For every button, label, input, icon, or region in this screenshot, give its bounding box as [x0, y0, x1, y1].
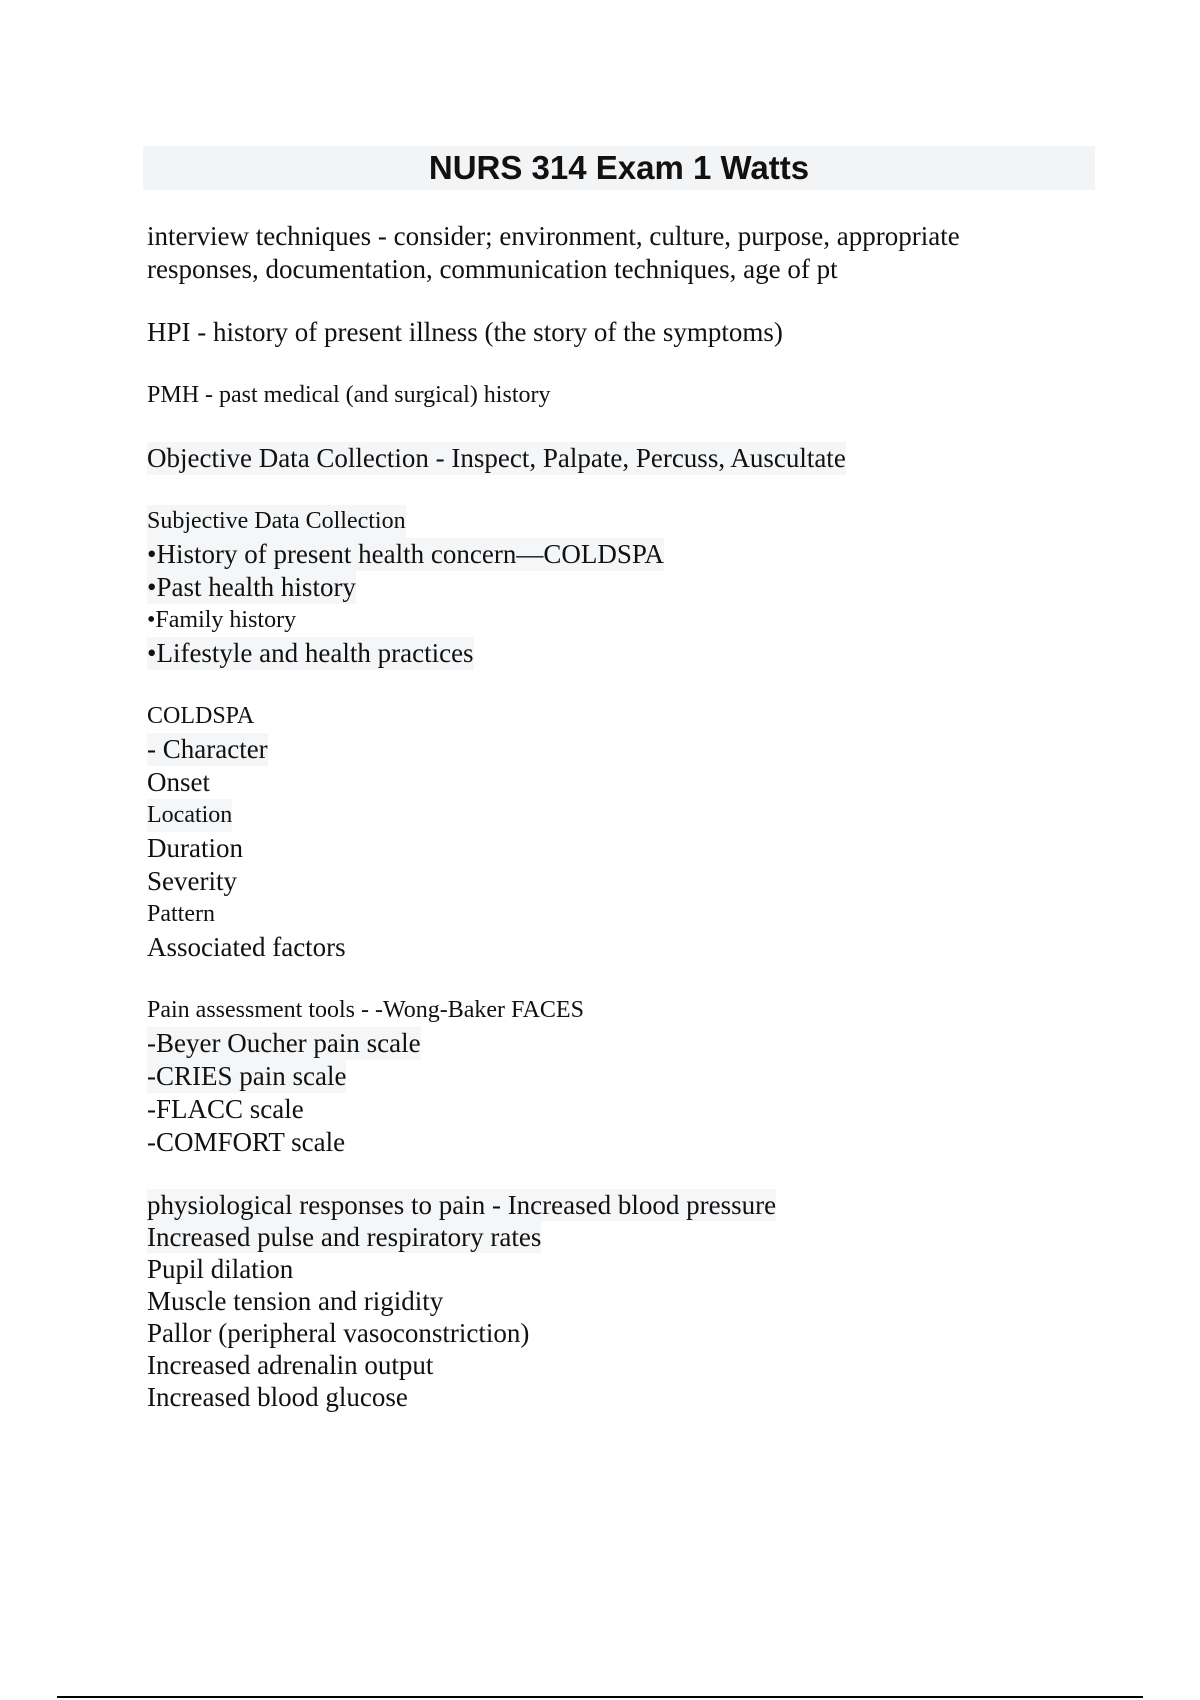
text-line: COLDSPA [147, 703, 255, 729]
text-line: •History of present health concern—COLDSPA [147, 539, 664, 569]
physiological-responses-block [147, 1189, 1047, 1413]
text-line: HPI - history of present illness (the story of the symptoms) [147, 317, 783, 347]
text-line: -CRIES pain scale [147, 1061, 347, 1091]
text-line: - Character [147, 734, 268, 764]
page-bottom-rule [57, 1696, 1143, 1698]
text-line: •Past health history [147, 572, 356, 602]
text-line: Severity [147, 866, 237, 896]
title-band [143, 146, 1095, 190]
text-line: Increased adrenalin output [147, 1350, 434, 1380]
text-line: Pallor (peripheral vasoconstriction) [147, 1318, 530, 1348]
interview-techniques-block [147, 220, 1047, 286]
text-line: Objective Data Collection - Inspect, Palpate, Percuss, Auscultate [147, 443, 846, 473]
text-line: interview techniques - consider; environment, culture, purpose, appropriate [147, 221, 960, 251]
pain-assessment-block [147, 994, 1047, 1159]
text-line: Pain assessment tools - -Wong-Baker FACES [147, 997, 584, 1023]
coldspa-block [147, 700, 1047, 964]
text-line: Location [147, 799, 232, 832]
text-line: -Beyer Oucher pain scale [147, 1028, 421, 1058]
text-line: -FLACC scale [147, 1094, 304, 1124]
subjective-data-block [147, 505, 1047, 670]
text-line: Subjective Data Collection [147, 505, 406, 538]
text-line: Associated factors [147, 932, 346, 962]
text-line: •Family history [147, 607, 297, 633]
text-line: Duration [147, 833, 243, 863]
text-line: Onset [147, 767, 210, 797]
text-line: Pattern [147, 901, 215, 927]
text-line: Increased blood glucose [147, 1382, 408, 1412]
text-line: physiological responses to pain - Increased blood pressure [147, 1190, 777, 1220]
pmh-block [147, 379, 1047, 412]
document-title: NURS 314 Exam 1 Watts [428, 149, 810, 186]
text-line: •Lifestyle and health practices [147, 638, 474, 668]
text-line: Muscle tension and rigidity [147, 1286, 444, 1316]
document-body [147, 220, 1047, 1443]
hpi-block [147, 316, 1047, 349]
text-line: Increased pulse and respiratory rates [147, 1222, 542, 1252]
objective-data-block [147, 442, 1047, 475]
text-line: Pupil dilation [147, 1254, 294, 1284]
text-line: responses, documentation, communication techniques, age of pt [147, 254, 838, 284]
text-line: -COMFORT scale [147, 1127, 346, 1157]
text-line: PMH - past medical (and surgical) history [147, 382, 551, 408]
